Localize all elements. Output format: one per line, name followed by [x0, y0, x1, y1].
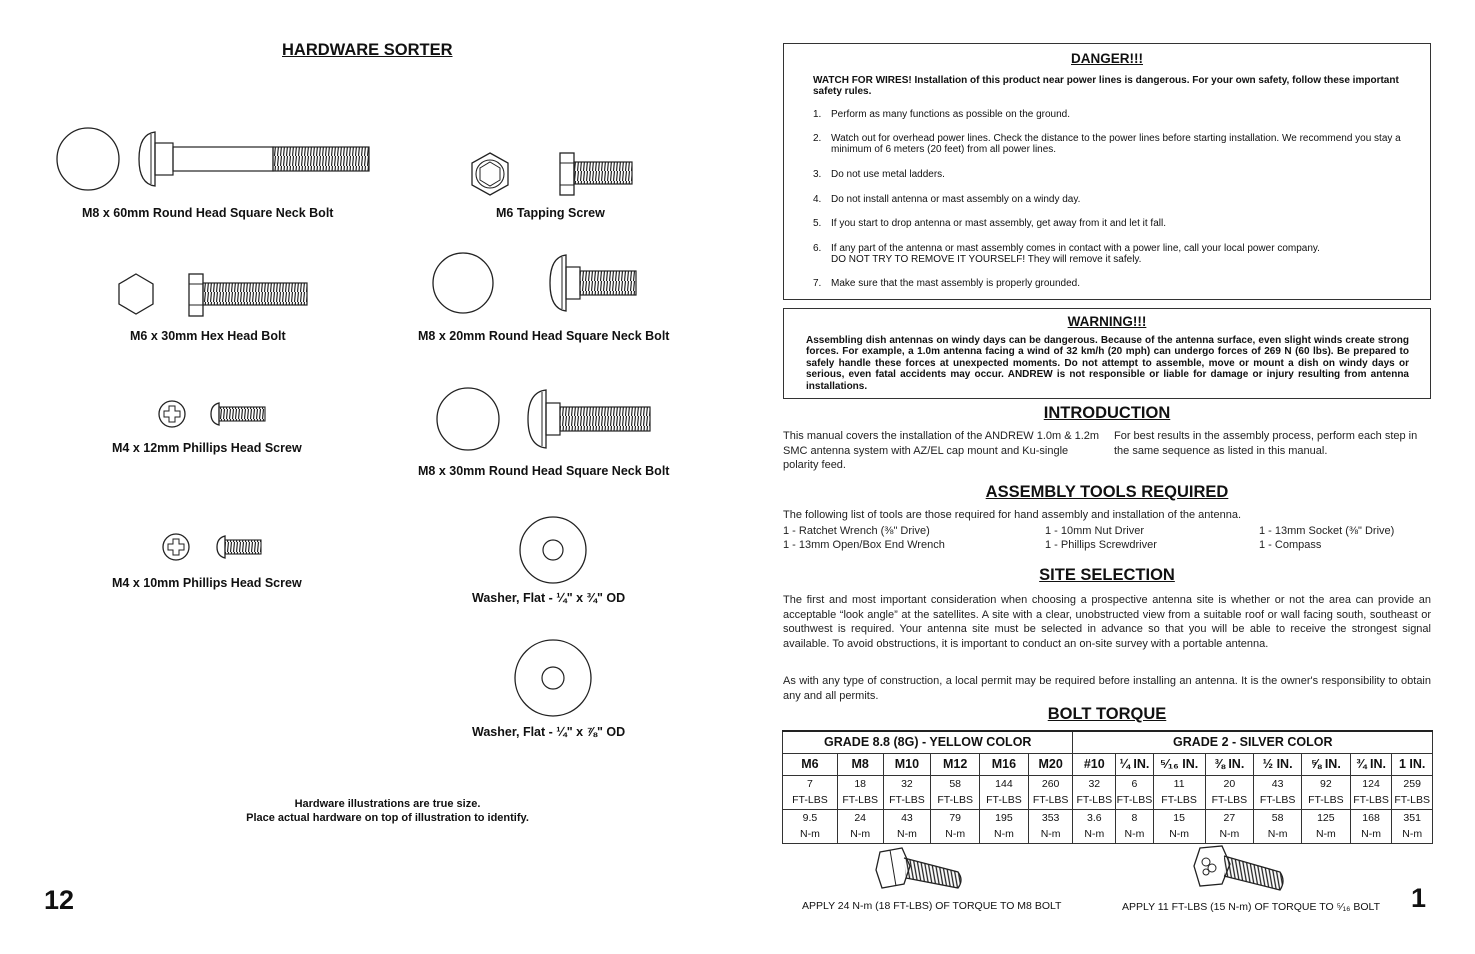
- bolt-size-header: ⅝ IN.: [1301, 753, 1350, 775]
- torque-ftlbs-value: 144: [980, 775, 1029, 792]
- torque-nm-unit: N-m: [837, 826, 883, 843]
- tool-item: 1 - 13mm Open/Box End Wrench: [783, 538, 945, 551]
- torque-nm-unit: N-m: [931, 826, 980, 843]
- site-selection-title: SITE SELECTION: [1039, 566, 1175, 584]
- torque-ftlbs-unit: FT-LBS: [1205, 792, 1254, 809]
- torque-ftlbs-value: 124: [1350, 775, 1392, 792]
- torque-ftlbs-value: 32: [883, 775, 931, 792]
- torque-nm-unit: N-m: [1153, 826, 1205, 843]
- torque-nm-value: 351: [1392, 809, 1433, 826]
- tool-item: 1 - Phillips Screwdriver: [1045, 538, 1157, 551]
- torque-ftlbs-unit: FT-LBS: [931, 792, 980, 809]
- m4-10-screw-illustration: [161, 532, 265, 562]
- torque-ftlbs-value: 7: [783, 775, 838, 792]
- torque-nm-value: 43: [883, 809, 931, 826]
- torque-ftlbs-value: 32: [1073, 775, 1116, 792]
- torque-nm-value: 353: [1028, 809, 1073, 826]
- washer-three-quarter-illustration: [518, 515, 588, 585]
- introduction-title: INTRODUCTION: [1043, 404, 1171, 422]
- bolt-size-header: ⅜ IN.: [1205, 753, 1254, 775]
- bolt-size-header: 1 IN.: [1392, 753, 1433, 775]
- bolt-size-header: M6: [783, 753, 838, 775]
- torque-nm-value: 27: [1205, 809, 1254, 826]
- torque-ftlbs-value: 11: [1153, 775, 1205, 792]
- bolt-size-header: ¾ IN.: [1350, 753, 1392, 775]
- m8-60-caption: M8 x 60mm Round Head Square Neck Bolt: [82, 206, 334, 220]
- bolt-size-header: ⁵⁄₁₆ IN.: [1153, 753, 1205, 775]
- torque-nm-unit: N-m: [1073, 826, 1116, 843]
- introduction-col1: This manual covers the installation of the ANDREW 1.0m & 1.2m SMC antenna system with AZ/EL cap mount and Ku-single polarity feed.: [783, 430, 1100, 472]
- torque-nm-unit: N-m: [1301, 826, 1350, 843]
- torque-ftlbs-value: 58: [931, 775, 980, 792]
- washer-78-caption: Washer, Flat - ¼" x ⅞" OD: [472, 725, 626, 739]
- bolt-size-header: ¼ IN.: [1116, 753, 1154, 775]
- warning-text: Assembling dish antennas on windy days can be dangerous. Because of the antenna surface, even slight winds create strong forces. For example, a 1.0m antenna facing a wind of 32 km/h (20 mph) can undergo forces of 269 N (60 lbs). Be prepared to safely handle these forces at unexpected moments. Do not attempt to assemble, move or mount a dish on windy days or serious, even fatal accidents may occur. ANDREW is not responsible or liable for damage or injury resulting from antenna installations.: [806, 335, 1409, 392]
- hardware-sorter-title: HARDWARE SORTER: [282, 41, 453, 59]
- danger-intro: WATCH FOR WIRES! Installation of this product near power lines is dangerous. For your own safety, follow these important safety rules.: [813, 75, 1399, 97]
- tools-title: ASSEMBLY TOOLS REQUIRED: [985, 483, 1229, 501]
- torque-nm-value: 58: [1254, 809, 1302, 826]
- torque-nm-unit: N-m: [1350, 826, 1392, 843]
- tools-lead: The following list of tools are those required for hand assembly and installation of the antenna.: [783, 509, 1241, 521]
- page-number-right: 1: [1411, 883, 1427, 913]
- bolt-size-header: #10: [1073, 753, 1116, 775]
- torque-nm-value: 125: [1301, 809, 1350, 826]
- warning-box: [783, 308, 1431, 399]
- bolt-torque-title: BOLT TORQUE: [1047, 705, 1167, 723]
- tool-item: 1 - 10mm Nut Driver: [1045, 525, 1145, 537]
- hardware-note: [200, 797, 575, 825]
- torque-ftlbs-value: 259: [1392, 775, 1433, 792]
- torque-nm-value: 9.5: [783, 809, 838, 826]
- site-selection-p1: The first and most important consideration when choosing a prospective antenna site is whether or not the area can provide an acceptable “look angle” at the satellites. A site with a clear, unobstructed view from a suitable roof or wall facing south, southeast or southwest is required. Your antenna site must be selected in advance so that you will be able to receive the strongest signal available. To avoid obstructions, it is important to conduct an on-site survey with a portable antenna.: [783, 594, 1431, 650]
- m6-30-hex-bolt-illustration: [117, 272, 312, 318]
- torque-nm-value: 8: [1116, 809, 1154, 826]
- torque-ftlbs-unit: FT-LBS: [883, 792, 931, 809]
- torque-nm-unit: N-m: [1205, 826, 1254, 843]
- m8-20-caption: M8 x 20mm Round Head Square Neck Bolt: [418, 329, 670, 343]
- torque-ftlbs-unit: FT-LBS: [980, 792, 1029, 809]
- danger-title: DANGER!!!: [1071, 51, 1143, 66]
- torque-ftlbs-unit: FT-LBS: [783, 792, 838, 809]
- site-selection-p2: As with any type of construction, a local permit may be required before installing an antenna. It is the owner's responsibility to obtain any and all permits.: [783, 675, 1431, 702]
- torque-nm-value: 195: [980, 809, 1029, 826]
- torque-ftlbs-value: 20: [1205, 775, 1254, 792]
- torque-nm-value: 15: [1153, 809, 1205, 826]
- washer-seven-eighths-illustration: [514, 639, 592, 717]
- warning-title: WARNING!!!: [1067, 314, 1147, 329]
- m6-tapping-caption: M6 Tapping Screw: [496, 206, 605, 220]
- torque-ftlbs-value: 260: [1028, 775, 1073, 792]
- torque-ftlbs-value: 18: [837, 775, 883, 792]
- grade-88-header: GRADE 8.8 (8G) - YELLOW COLOR: [783, 731, 1073, 753]
- hardware-note-line1: Hardware illustrations are true size.: [294, 798, 481, 810]
- torque-nm-unit: N-m: [1254, 826, 1302, 843]
- torque-ftlbs-unit: FT-LBS: [1116, 792, 1154, 809]
- m8-20-bolt-illustration: [432, 251, 642, 315]
- torque-ftlbs-value: 92: [1301, 775, 1350, 792]
- page-number-left: 12: [44, 885, 75, 915]
- torque-nm-unit: N-m: [980, 826, 1029, 843]
- torque-note-right: APPLY 11 FT-LBS (15 N-m) OF TORQUE TO ⁵⁄₁₆ BOLT: [1122, 901, 1380, 913]
- m8-bolt-torque-illustration: [874, 846, 966, 896]
- m8-30-caption: M8 x 30mm Round Head Square Neck Bolt: [418, 464, 670, 478]
- tool-item: 1 - Ratchet Wrench (⅜" Drive): [783, 525, 930, 537]
- bolt-size-header: M10: [883, 753, 931, 775]
- m6-tapping-screw-illustration: [466, 151, 636, 199]
- bolt-size-header: M20: [1028, 753, 1073, 775]
- torque-ftlbs-unit: FT-LBS: [1350, 792, 1392, 809]
- torque-nm-value: 24: [837, 809, 883, 826]
- torque-nm-value: 79: [931, 809, 980, 826]
- torque-ftlbs-unit: FT-LBS: [837, 792, 883, 809]
- torque-ftlbs-unit: FT-LBS: [1028, 792, 1073, 809]
- m8-60-bolt-illustration: [55, 126, 375, 192]
- torque-note-left: APPLY 24 N-m (18 FT-LBS) OF TORQUE TO M8 BOLT: [802, 900, 1062, 912]
- tools-col3: [1259, 525, 1394, 552]
- bolt-size-header: M12: [931, 753, 980, 775]
- torque-ftlbs-value: 6: [1116, 775, 1154, 792]
- hardware-note-line2: Place actual hardware on top of illustration to identify.: [246, 812, 529, 824]
- m4-12-screw-illustration: [157, 399, 269, 429]
- danger-box: DANGER!!! WATCH FOR WIRES! Installation of this product near power lines is dangerous. For your own safety, follow these important safety rules. 1. Perform as many functions as possible on the ground. 2. Watch out for overhead power lines. Check the distance to the power lines before starting installation. We recommend you stay a minimum of 6 meters (20 feet) from all power lines. 3. Do not use metal ladders. 4. Do not install antenna or mast assembly on a windy day. 5. If you start to drop antenna or mast assembly, get away from it and let it fall. 6. If any part of the antenna or mast assembly comes in contact with a power line, call your local power company. DO NOT TRY TO REMOVE IT YOURSELF! They will remove it safely. 7. Make sure that the mast assembly is properly grounded.: [783, 43, 1431, 300]
- bolt-size-header: ½ IN.: [1254, 753, 1302, 775]
- torque-ftlbs-unit: FT-LBS: [1392, 792, 1433, 809]
- m4-10-caption: M4 x 10mm Phillips Head Screw: [112, 576, 302, 590]
- torque-nm-unit: N-m: [1028, 826, 1073, 843]
- bolt-size-header: M8: [837, 753, 883, 775]
- torque-nm-value: 168: [1350, 809, 1392, 826]
- torque-ftlbs-unit: FT-LBS: [1073, 792, 1116, 809]
- torque-ftlbs-value: 43: [1254, 775, 1302, 792]
- tools-col1: [783, 525, 945, 552]
- introduction-col2: For best results in the assembly process, perform each step in the same sequence as listed in this manual.: [1114, 430, 1418, 457]
- torque-ftlbs-unit: FT-LBS: [1153, 792, 1205, 809]
- m6-30-caption: M6 x 30mm Hex Head Bolt: [130, 329, 286, 343]
- torque-ftlbs-unit: FT-LBS: [1301, 792, 1350, 809]
- torque-nm-unit: N-m: [1392, 826, 1433, 843]
- grade-2-header: GRADE 2 - SILVER COLOR: [1073, 731, 1433, 753]
- torque-nm-value: 3.6: [1073, 809, 1116, 826]
- torque-nm-unit: N-m: [883, 826, 931, 843]
- tool-item: 1 - 13mm Socket (⅜" Drive): [1259, 525, 1395, 537]
- tools-col2: [1045, 525, 1157, 552]
- tool-item: 1 - Compass: [1259, 538, 1322, 551]
- bolt-torque-table: [782, 730, 1433, 844]
- m8-30-bolt-illustration: [436, 386, 656, 452]
- m4-12-caption: M4 x 12mm Phillips Head Screw: [112, 441, 302, 455]
- washer-34-caption: Washer, Flat - ¼" x ¾" OD: [472, 591, 626, 605]
- torque-ftlbs-unit: FT-LBS: [1254, 792, 1302, 809]
- torque-nm-unit: N-m: [783, 826, 838, 843]
- five-sixteenths-bolt-torque-illustration: [1192, 844, 1288, 898]
- torque-nm-unit: N-m: [1116, 826, 1154, 843]
- bolt-size-header: M16: [980, 753, 1029, 775]
